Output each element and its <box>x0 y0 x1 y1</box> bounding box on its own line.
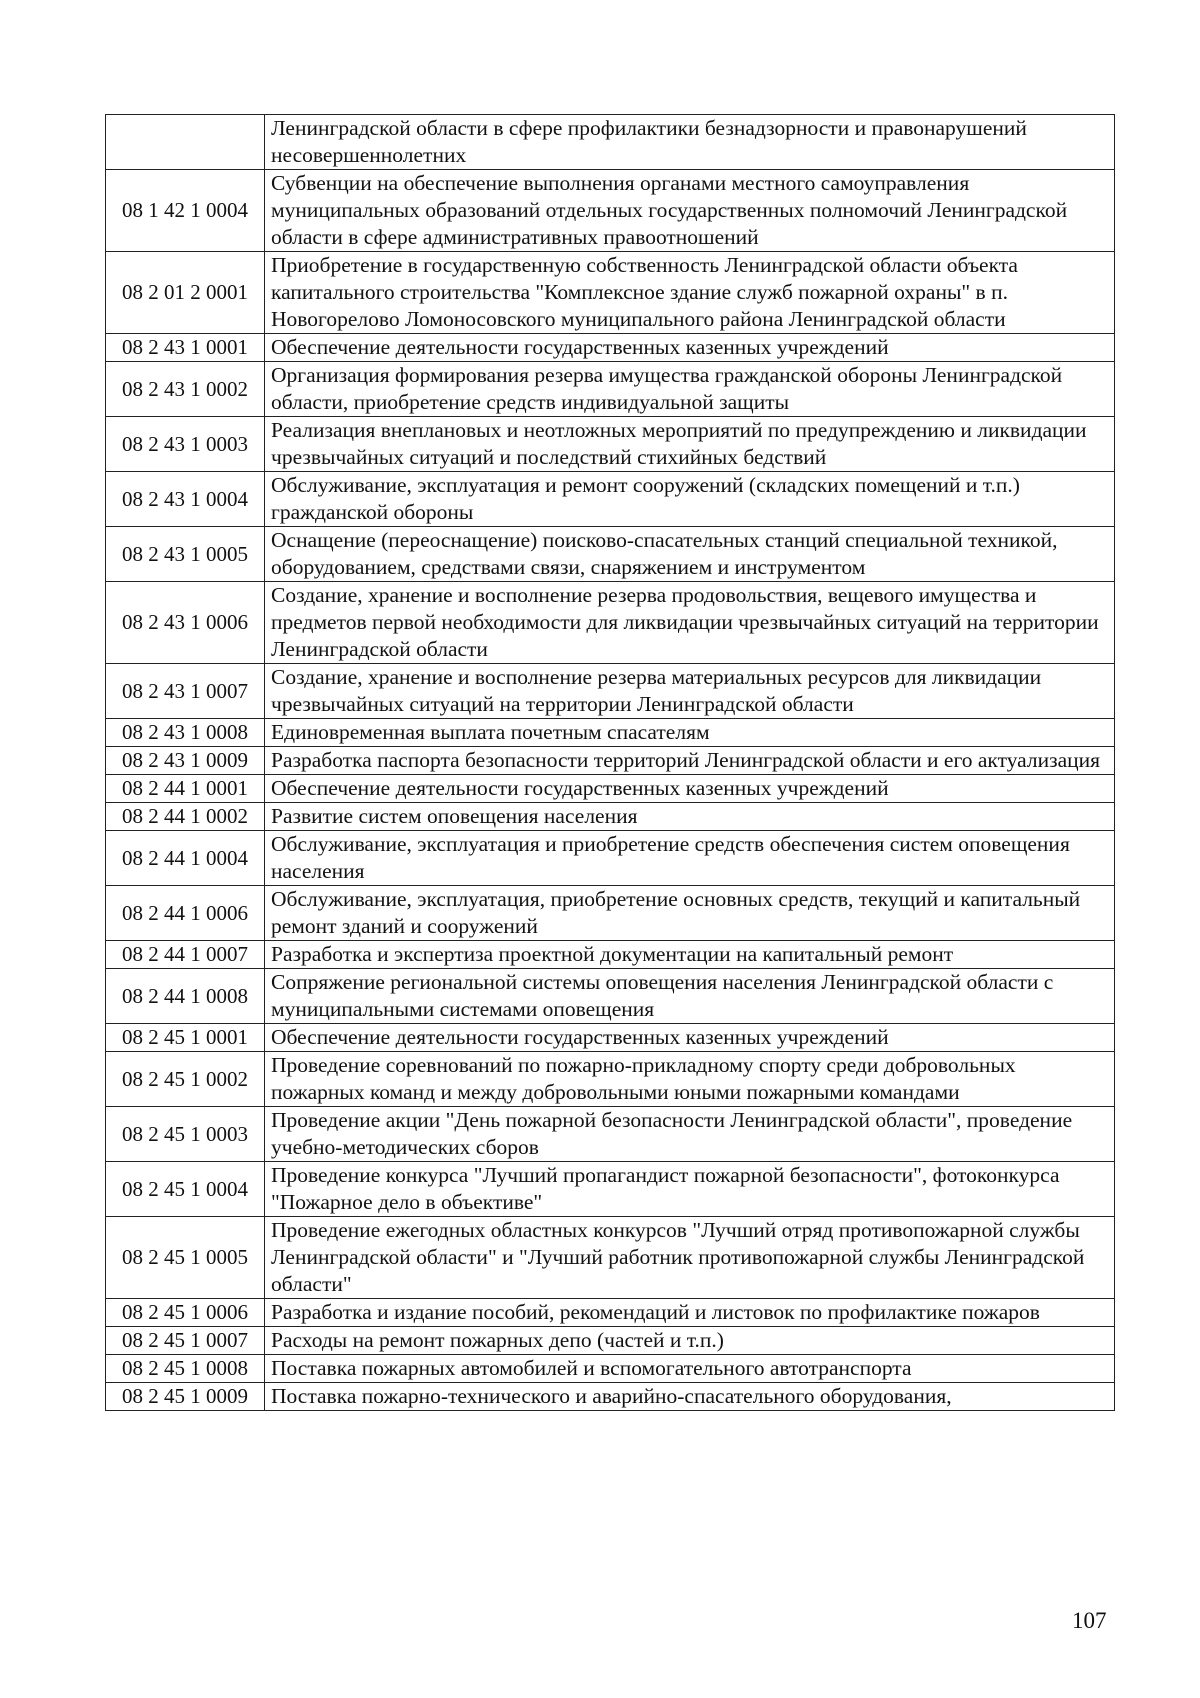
table-row <box>106 1327 1115 1355</box>
table-row <box>106 170 1115 252</box>
budget-code-cell: 08 2 44 1 0007 <box>106 941 265 969</box>
description-cell: Оснащение (переоснащение) поисково-спасательных станций специальной техникой, оборудованием, средствами связи, снаряжением и инструментом <box>265 527 1115 582</box>
description-cell: Поставка пожарно-технического и аварийно-спасательного оборудования, <box>265 1383 1115 1411</box>
budget-code-cell: 08 2 45 1 0002 <box>106 1052 265 1107</box>
description-cell: Создание, хранение и восполнение резерва продовольствия, вещевого имущества и предметов первой необходимости для ликвидации чрезвычайных ситуаций на территории Ленинградской области <box>265 582 1115 664</box>
table-row <box>106 1024 1115 1052</box>
description-cell: Приобретение в государственную собственность Ленинградской области объекта капитального строительства "Комплексное здание служб пожарной охраны" в п. Новогорелово Ломоносовского муниципального района Ленинградской области <box>265 252 1115 334</box>
table-row <box>106 115 1115 170</box>
description-cell: Проведение соревнований по пожарно-прикладному спорту среди добровольных пожарных команд и между добровольными юными пожарными командами <box>265 1052 1115 1107</box>
table-row <box>106 417 1115 472</box>
table-row <box>106 1107 1115 1162</box>
table-row <box>106 1355 1115 1383</box>
description-cell: Единовременная выплата почетным спасателям <box>265 719 1115 747</box>
page-number: 107 <box>1072 1608 1107 1633</box>
budget-code-cell: 08 2 45 1 0008 <box>106 1355 265 1383</box>
table-row <box>106 252 1115 334</box>
budget-code-cell <box>106 115 265 170</box>
budget-code-cell: 08 2 44 1 0008 <box>106 969 265 1024</box>
description-cell: Проведение конкурса "Лучший пропагандист пожарной безопасности", фотоконкурса "Пожарное дело в объективе" <box>265 1162 1115 1217</box>
table-row <box>106 1299 1115 1327</box>
budget-code-cell: 08 2 45 1 0005 <box>106 1217 265 1299</box>
table-row <box>106 1217 1115 1299</box>
budget-code-table <box>105 114 1115 1411</box>
table-row <box>106 582 1115 664</box>
description-cell: Субвенции на обеспечение выполнения органами местного самоуправления муниципальных образований отдельных государственных полномочий Ленинградской области в сфере административных правоотношений <box>265 170 1115 252</box>
budget-code-cell: 08 2 43 1 0007 <box>106 664 265 719</box>
table-row <box>106 747 1115 775</box>
description-cell: Разработка и издание пособий, рекомендаций и листовок по профилактике пожаров <box>265 1299 1115 1327</box>
description-cell: Организация формирования резерва имущества гражданской обороны Ленинградской области, приобретение средств индивидуальной защиты <box>265 362 1115 417</box>
description-cell: Обслуживание, эксплуатация, приобретение основных средств, текущий и капитальный ремонт зданий и сооружений <box>265 886 1115 941</box>
table-row <box>106 334 1115 362</box>
description-cell: Поставка пожарных автомобилей и вспомогательного автотранспорта <box>265 1355 1115 1383</box>
description-cell: Обслуживание, эксплуатация и ремонт сооружений (складских помещений и т.п.) гражданской обороны <box>265 472 1115 527</box>
description-cell: Обслуживание, эксплуатация и приобретение средств обеспечения систем оповещения населения <box>265 831 1115 886</box>
description-cell: Обеспечение деятельности государственных казенных учреждений <box>265 775 1115 803</box>
budget-code-cell: 08 2 45 1 0006 <box>106 1299 265 1327</box>
table-row <box>106 1383 1115 1411</box>
budget-code-cell: 08 2 44 1 0001 <box>106 775 265 803</box>
description-cell: Обеспечение деятельности государственных казенных учреждений <box>265 334 1115 362</box>
table-row <box>106 941 1115 969</box>
table-row <box>106 1162 1115 1217</box>
budget-code-cell: 08 2 43 1 0009 <box>106 747 265 775</box>
table-row <box>106 362 1115 417</box>
budget-code-cell: 08 2 45 1 0003 <box>106 1107 265 1162</box>
budget-code-cell: 08 2 43 1 0004 <box>106 472 265 527</box>
description-cell: Разработка и экспертиза проектной документации на капитальный ремонт <box>265 941 1115 969</box>
table-row <box>106 886 1115 941</box>
table-row <box>106 1052 1115 1107</box>
budget-code-cell: 08 2 43 1 0001 <box>106 334 265 362</box>
budget-code-cell: 08 2 43 1 0005 <box>106 527 265 582</box>
description-cell: Расходы на ремонт пожарных депо (частей и т.п.) <box>265 1327 1115 1355</box>
description-cell: Разработка паспорта безопасности территорий Ленинградской области и его актуализация <box>265 747 1115 775</box>
table-row <box>106 472 1115 527</box>
table-row <box>106 719 1115 747</box>
description-cell: Реализация внеплановых и неотложных мероприятий по предупреждению и ликвидации чрезвычайных ситуаций и последствий стихийных бедствий <box>265 417 1115 472</box>
description-cell: Проведение акции "День пожарной безопасности Ленинградской области", проведение учебно-методических сборов <box>265 1107 1115 1162</box>
description-cell: Проведение ежегодных областных конкурсов "Лучший отряд противопожарной службы Ленинградской области" и "Лучший работник противопожарной службы Ленинградской области" <box>265 1217 1115 1299</box>
description-cell: Создание, хранение и восполнение резерва материальных ресурсов для ликвидации чрезвычайных ситуаций на территории Ленинградской области <box>265 664 1115 719</box>
table-row <box>106 969 1115 1024</box>
table-row <box>106 775 1115 803</box>
budget-code-cell: 08 2 43 1 0002 <box>106 362 265 417</box>
budget-code-cell: 08 2 43 1 0003 <box>106 417 265 472</box>
budget-code-cell: 08 2 45 1 0007 <box>106 1327 265 1355</box>
budget-code-cell: 08 2 45 1 0001 <box>106 1024 265 1052</box>
description-cell: Сопряжение региональной системы оповещения населения Ленинградской области с муниципальными системами оповещения <box>265 969 1115 1024</box>
budget-code-cell: 08 2 01 2 0001 <box>106 252 265 334</box>
budget-code-cell: 08 2 44 1 0006 <box>106 886 265 941</box>
budget-code-cell: 08 2 45 1 0004 <box>106 1162 265 1217</box>
budget-code-cell: 08 2 44 1 0002 <box>106 803 265 831</box>
table-body <box>106 115 1115 1411</box>
table-row <box>106 831 1115 886</box>
description-cell: Ленинградской области в сфере профилактики безнадзорности и правонарушений несовершеннолетних <box>265 115 1115 170</box>
budget-code-cell: 08 2 43 1 0006 <box>106 582 265 664</box>
budget-code-cell: 08 1 42 1 0004 <box>106 170 265 252</box>
description-cell: Развитие систем оповещения населения <box>265 803 1115 831</box>
budget-code-cell: 08 2 45 1 0009 <box>106 1383 265 1411</box>
budget-code-cell: 08 2 44 1 0004 <box>106 831 265 886</box>
budget-code-cell: 08 2 43 1 0008 <box>106 719 265 747</box>
table-row <box>106 664 1115 719</box>
table-row <box>106 527 1115 582</box>
description-cell: Обеспечение деятельности государственных казенных учреждений <box>265 1024 1115 1052</box>
table-row <box>106 803 1115 831</box>
